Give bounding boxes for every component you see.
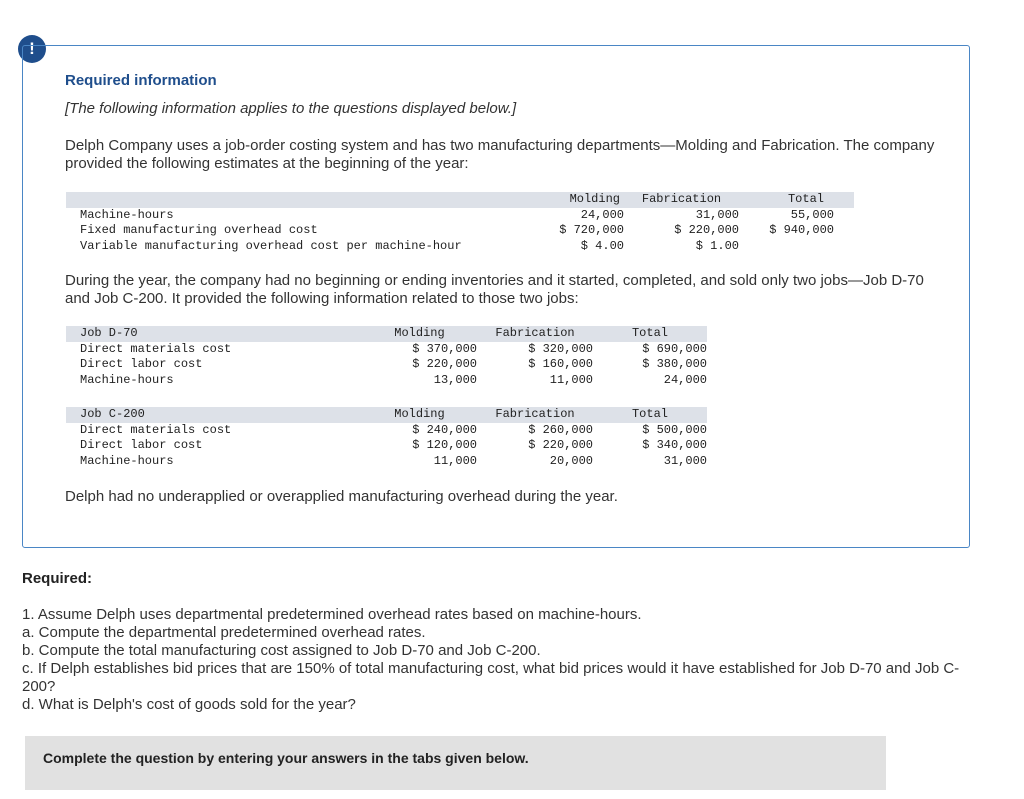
- table-row: [66, 423, 707, 439]
- row-label: Direct materials cost: [80, 422, 232, 437]
- cell-molding: $ 4.00: [580, 238, 624, 253]
- row-label: Direct labor cost: [80, 438, 203, 452]
- cell-fabrication: 11,000: [549, 372, 593, 387]
- row-label: Machine-hours: [80, 207, 174, 222]
- cell-total: $ 690,000: [642, 341, 707, 356]
- cell-fabrication: $ 260,000: [528, 422, 593, 437]
- header-fabrication: Fabrication: [624, 192, 739, 208]
- cell-molding: $ 370,000: [412, 341, 477, 356]
- table-header-row: [66, 192, 854, 208]
- cell-molding: $ 240,000: [412, 422, 477, 437]
- cell-total: $ 380,000: [642, 357, 707, 371]
- cell-molding: 11,000: [433, 453, 477, 468]
- row-label: Variable manufacturing overhead cost per machine-hour: [80, 238, 462, 253]
- header-job: Job D-70: [66, 326, 362, 342]
- required-list: [22, 606, 992, 714]
- list-item: c. If Delph establishes bid prices that are 150% of total manufacturing cost, what bid prices would it have established for Job D-70 and Job C-200?: [22, 660, 960, 695]
- closing-paragraph: Delph had no underapplied or overapplied manufacturing overhead during the year.: [65, 488, 618, 505]
- row-label: Machine-hours: [80, 453, 174, 468]
- cell-molding: 13,000: [433, 372, 477, 387]
- header-total: Total: [593, 407, 707, 423]
- row-label: Fixed manufacturing overhead cost: [80, 223, 318, 237]
- table-row: [66, 342, 707, 358]
- cell-total: 31,000: [663, 453, 707, 468]
- cell-fabrication: $ 1.00: [695, 238, 739, 253]
- table-row: [66, 223, 854, 239]
- header-job: Job C-200: [66, 407, 362, 423]
- cell-fabrication: $ 160,000: [528, 357, 593, 371]
- table-row: [66, 239, 854, 255]
- cell-molding: $ 120,000: [412, 438, 477, 452]
- header-fabrication: Fabrication: [477, 326, 593, 342]
- list-item: a. Compute the departmental predetermined overhead rates.: [22, 624, 426, 641]
- table-row: [66, 373, 707, 389]
- info-title: Required information: [65, 72, 217, 89]
- cell-fabrication: 31,000: [695, 207, 739, 222]
- cell-total: [739, 239, 854, 255]
- list-item: d. What is Delph's cost of goods sold for the year?: [22, 696, 356, 713]
- cell-total: $ 500,000: [642, 422, 707, 437]
- alert-icon: !: [18, 35, 46, 63]
- cell-molding: $ 220,000: [412, 357, 477, 371]
- cell-total: $ 940,000: [769, 223, 834, 237]
- row-label: Direct materials cost: [80, 341, 232, 356]
- cell-total: 55,000: [790, 207, 834, 222]
- cell-total: $ 340,000: [642, 438, 707, 452]
- cell-total: 24,000: [663, 372, 707, 387]
- estimates-table: [66, 192, 854, 254]
- header-molding: Molding: [496, 192, 624, 208]
- header-total: Total: [739, 192, 854, 208]
- cell-fabrication: 20,000: [549, 453, 593, 468]
- table-row: [66, 454, 707, 470]
- row-label: Direct labor cost: [80, 357, 203, 371]
- during-paragraph: During the year, the company had no beginning or ending inventories and it started, completed, and sold only two jobs—Job D-70 and Job C-200. It provided the following information related to those two jobs:: [65, 272, 924, 307]
- cell-fabrication: $ 220,000: [674, 223, 739, 237]
- header-fabrication: Fabrication: [477, 407, 593, 423]
- table-row: [66, 208, 854, 224]
- job-c200-table: [66, 407, 707, 469]
- list-item: 1. Assume Delph uses departmental predetermined overhead rates based on machine-hours.: [22, 606, 642, 623]
- instructions-banner: [25, 736, 886, 790]
- cell-molding: $ 720,000: [559, 223, 624, 237]
- header-molding: Molding: [362, 326, 477, 342]
- header-total: Total: [593, 326, 707, 342]
- table-header-row: [66, 326, 707, 342]
- header-label: [66, 192, 496, 208]
- intro-paragraph: Delph Company uses a job-order costing system and has two manufacturing departments—Molding and Fabrication. The company provided the following estimates at the beginning of the year:: [65, 137, 935, 172]
- list-item: b. Compute the total manufacturing cost assigned to Job D-70 and Job C-200.: [22, 642, 541, 659]
- table-row: [66, 438, 707, 454]
- job-d70-table: [66, 326, 707, 388]
- info-note: [The following information applies to the questions displayed below.]: [65, 100, 517, 117]
- required-heading: Required:: [22, 570, 93, 587]
- instructions-text: Complete the question by entering your answers in the tabs given below.: [43, 750, 529, 766]
- cell-fabrication: $ 320,000: [528, 341, 593, 356]
- cell-molding: 24,000: [580, 207, 624, 222]
- table-row: [66, 357, 707, 373]
- header-molding: Molding: [362, 407, 477, 423]
- table-header-row: [66, 407, 707, 423]
- row-label: Machine-hours: [80, 372, 174, 387]
- cell-fabrication: $ 220,000: [528, 438, 593, 452]
